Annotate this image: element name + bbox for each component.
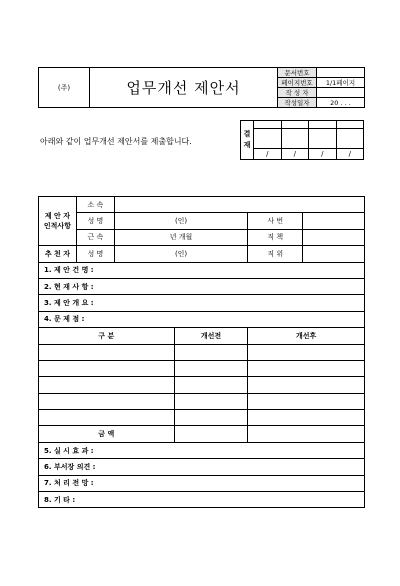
- compare-row-after[interactable]: [248, 377, 365, 393]
- approval-date-3[interactable]: /: [309, 149, 337, 160]
- position-label: 직 책: [248, 229, 303, 245]
- compare-row: [39, 393, 365, 409]
- date-value[interactable]: 20 . . .: [317, 98, 365, 108]
- compare-row-after[interactable]: [248, 344, 365, 360]
- doc-number-value[interactable]: [317, 68, 365, 78]
- approval-sign-3[interactable]: [309, 129, 337, 149]
- compare-before-header: 개선전: [174, 328, 248, 344]
- compare-row-after[interactable]: [248, 360, 365, 376]
- amount-after[interactable]: [248, 426, 365, 442]
- recommender-name-value[interactable]: (인): [114, 246, 248, 262]
- approval-date-2[interactable]: /: [281, 149, 309, 160]
- section-proposal-title[interactable]: 1. 제 안 건 명 :: [39, 262, 365, 278]
- approval-title-1[interactable]: [254, 121, 282, 129]
- section-other[interactable]: 8. 기 타 :: [39, 492, 365, 508]
- compare-category-header: 구 분: [39, 328, 175, 344]
- approval-sign-4[interactable]: [336, 129, 364, 149]
- section-manager-opinion[interactable]: 6. 부서장 의견 :: [39, 459, 365, 475]
- amount-before[interactable]: [174, 426, 248, 442]
- compare-row-before[interactable]: [174, 377, 248, 393]
- compare-after-header: 개선후: [248, 328, 365, 344]
- compare-row-category[interactable]: [39, 360, 175, 376]
- tenure-value[interactable]: 년 개월: [114, 229, 248, 245]
- author-value[interactable]: [317, 88, 365, 98]
- section-outlook[interactable]: 7. 처 리 전 망 :: [39, 475, 365, 491]
- recommender-rank-value[interactable]: [303, 246, 365, 262]
- position-value[interactable]: [303, 229, 365, 245]
- document-title: 업무개선 제안서: [90, 68, 278, 108]
- compare-row-before[interactable]: [174, 360, 248, 376]
- proposer-name-value[interactable]: (인): [114, 213, 248, 229]
- author-label: 작 성 자: [278, 88, 317, 98]
- section-effects[interactable]: 5. 실 시 효 과 :: [39, 442, 365, 458]
- date-label: 작성일자: [278, 98, 317, 108]
- approval-title-2[interactable]: [281, 121, 309, 129]
- compare-row-category[interactable]: [39, 344, 175, 360]
- page-number-label: 페이지번호: [278, 78, 317, 88]
- compare-row-category[interactable]: [39, 410, 175, 426]
- recommender-label: 추 천 자: [39, 246, 77, 262]
- page-number-value: 1/1페이지: [317, 78, 365, 88]
- dept-label: 소 속: [76, 197, 114, 213]
- proposer-group-label: 제 안 자 인적사항: [39, 197, 77, 246]
- compare-row: [39, 377, 365, 393]
- compare-row-before[interactable]: [174, 410, 248, 426]
- section-problems[interactable]: 4. 문 제 점 :: [39, 311, 365, 327]
- intro-text: 아래와 같이 업무개선 제안서를 제출합니다.: [40, 137, 192, 146]
- document-header: [38, 67, 365, 108]
- compare-row: [39, 360, 365, 376]
- compare-row-before[interactable]: [174, 344, 248, 360]
- approval-date-1[interactable]: /: [254, 149, 282, 160]
- company-name: (주): [39, 68, 90, 108]
- recommender-name-label: 성 명: [76, 246, 114, 262]
- proposal-form: [38, 196, 365, 508]
- compare-row-after[interactable]: [248, 393, 365, 409]
- amount-label: 금 액: [39, 426, 175, 442]
- compare-row-category[interactable]: [39, 377, 175, 393]
- tenure-label: 근 속: [76, 229, 114, 245]
- approval-label: 결 재: [241, 121, 254, 160]
- compare-row-after[interactable]: [248, 410, 365, 426]
- approval-date-4[interactable]: /: [336, 149, 364, 160]
- dept-value[interactable]: [114, 197, 364, 213]
- section-current-status[interactable]: 2. 현 재 사 항 :: [39, 278, 365, 294]
- recommender-rank-label: 직 위: [248, 246, 303, 262]
- approval-box: [240, 120, 364, 160]
- approval-sign-2[interactable]: [281, 129, 309, 149]
- compare-row: [39, 344, 365, 360]
- approval-title-3[interactable]: [309, 121, 337, 129]
- doc-number-label: 문서번호: [278, 68, 317, 78]
- approval-sign-1[interactable]: [254, 129, 282, 149]
- compare-row-before[interactable]: [174, 393, 248, 409]
- compare-row-category[interactable]: [39, 393, 175, 409]
- emp-no-value[interactable]: [303, 213, 365, 229]
- emp-no-label: 사 번: [248, 213, 303, 229]
- section-proposal-summary[interactable]: 3. 제 안 개 요 :: [39, 295, 365, 311]
- proposer-name-label: 성 명: [76, 213, 114, 229]
- approval-title-4[interactable]: [336, 121, 364, 129]
- compare-row: [39, 410, 365, 426]
